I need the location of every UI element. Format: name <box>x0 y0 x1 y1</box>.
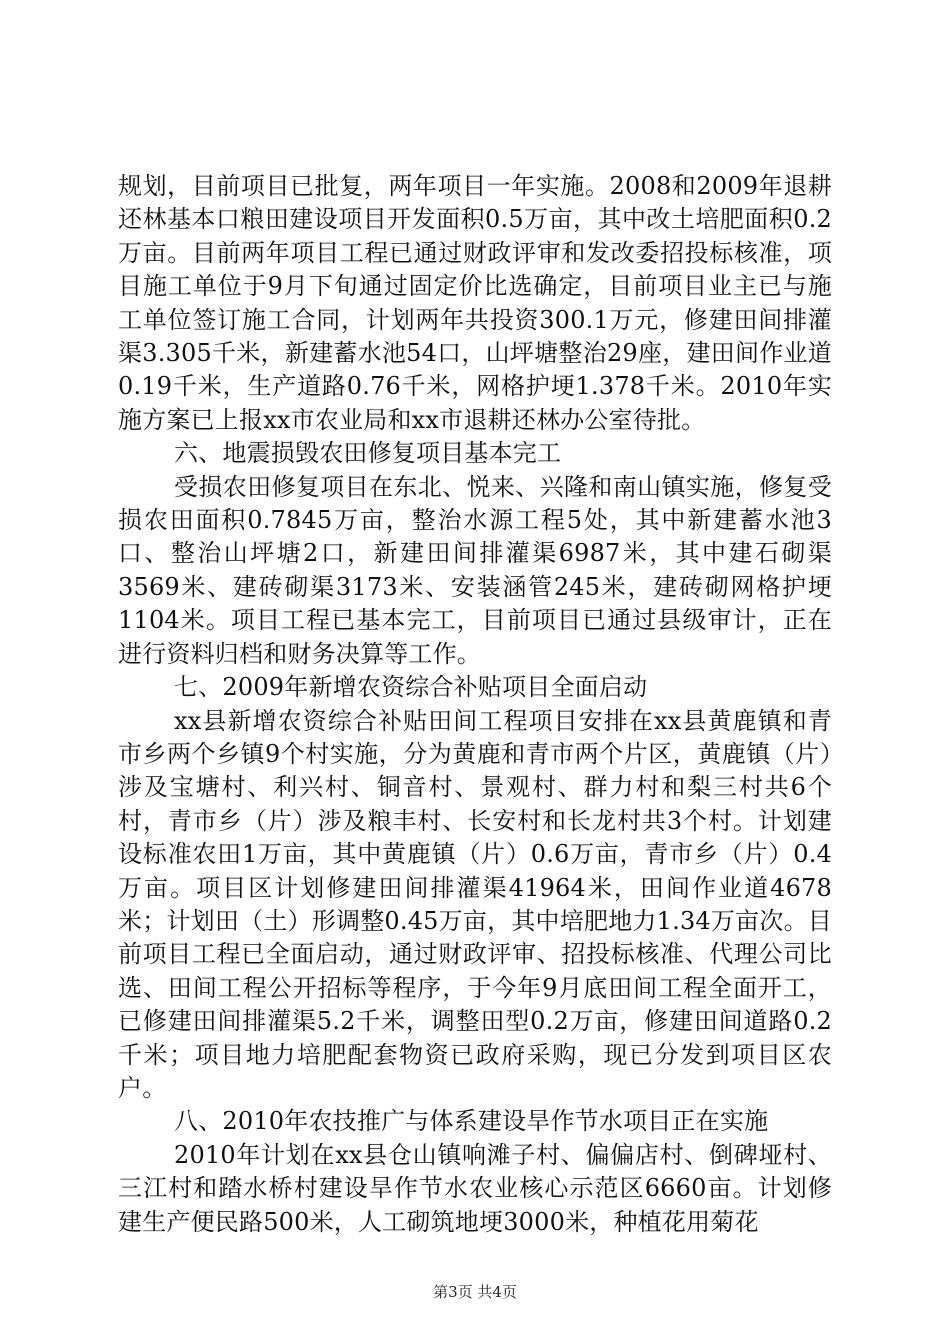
document-body <box>118 170 832 1239</box>
page-number-label: 第3页 共4页 <box>433 1283 517 1301</box>
section-heading-7: 七、2009年新增农资综合补贴项目全面启动 <box>174 673 648 702</box>
section-heading-8: 八、2010年农技推广与体系建设旱作节水项目正在实施 <box>174 1107 769 1136</box>
paragraph-continuation: 规划，目前项目已批复，两年项目一年实施。2008和2009年退耕还林基本口粮田建设项目开发面积0.5万亩，其中改土培肥面积0.2万亩。目前两年项目工程已通过财政评审和发改委招投标核准，项目施工单位于9月下旬通过固定价比选确定，目前项目业主已与施工单位签订施工合同，计划两年共投资300.1万元，修建田间排灌渠3.305千米，新建蓄水池54口，山坪塘整治29座，建田间作业道0.19千米，生产道路0.76千米，网格护埂1.378千米。2010年实施方案已上报xx市农业局和xx市退耕还林办公室待批。 <box>118 172 832 434</box>
paragraph-section-8: 2010年计划在xx县仓山镇响滩子村、偏偏店村、倒碑垭村、三江村和踏水桥村建设旱作节水农业核心示范区6660亩。计划修建生产便民路500米，人工砌筑地埂3000米，种植花用菊花 <box>118 1140 832 1236</box>
section-heading-6: 六、地震损毁农田修复项目基本完工 <box>174 439 562 468</box>
page-footer <box>0 1282 950 1302</box>
paragraph-section-6: 受损农田修复项目在东北、悦来、兴隆和南山镇实施，修复受损农田面积0.7845万亩，整治水源工程5处，其中新建蓄水池3口、整治山坪塘2口，新建田间排灌渠6987米，其中建石砌渠3569米、建砖砌渠3173米、安装涵管245米，建砖砌网格护埂1104米。项目工程已基本完工，目前项目已通过县级审计，正在进行资料归档和财务决算等工作。 <box>118 472 832 668</box>
paragraph-section-7: xx县新增农资综合补贴田间工程项目安排在xx县黄鹿镇和青市乡两个乡镇9个村实施，分为黄鹿和青市两个片区，黄鹿镇（片）涉及宝塘村、利兴村、铜音村、景观村、群力村和梨三村共6个村，青市乡（片）涉及粮丰村、长安村和长龙村共3个村。计划建设标准农田1万亩，其中黄鹿镇（片）0.6万亩，青市乡（片）0.4万亩。项目区计划修建田间排灌渠41964米，田间作业道4678米；计划田（土）形调整0.45万亩，其中培肥地力1.34万亩次。目前项目工程已全面启动，通过财政评审、招投标核准、代理公司比选、田间工程公开招标等程序，于今年9月底田间工程全面开工，已修建田间排灌渠5.2千米，调整田型0.2万亩，修建田间道路0.2千米；项目地力培肥配套物资已政府采购，现已分发到项目区农户。 <box>118 706 832 1102</box>
